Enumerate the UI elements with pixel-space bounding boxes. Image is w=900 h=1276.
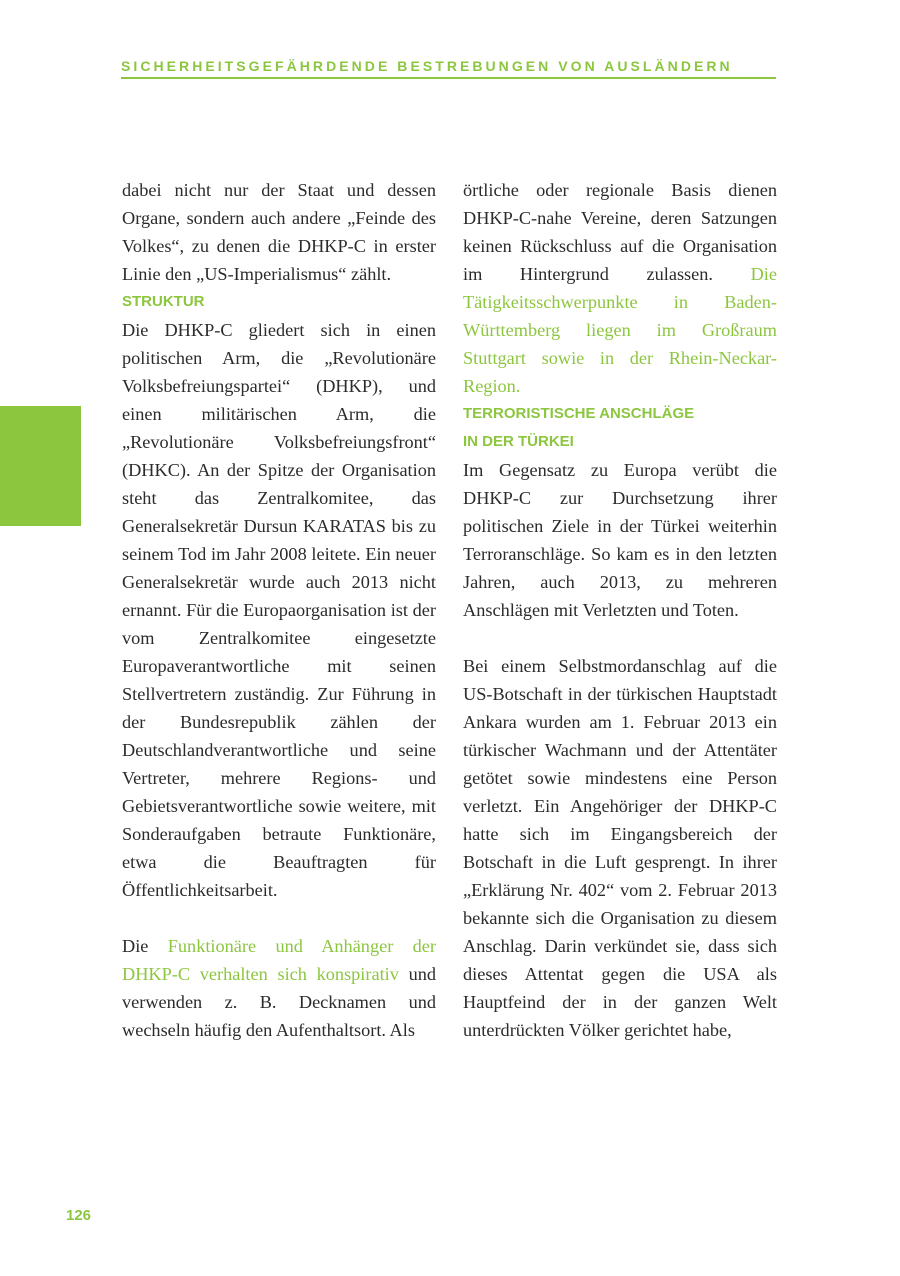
heading-anschlaege <box>463 400 777 456</box>
paragraph-basis-plain: örtliche oder regionale Basis dienen DHKP-C-nahe Vereine, deren Satzungen keinen Rückschluss auf die Organisation im Hintergrund zulassen. <box>463 180 777 284</box>
header-rule <box>121 77 776 79</box>
paragraph-konspirativ-start: Die <box>122 936 168 956</box>
paragraph-intro: dabei nicht nur der Staat und dessen Organe, sondern auch andere „Feinde des Volkes“, zu denen die DHKP-C in erster Linie den „US-Imperialismus“ zählt. <box>122 180 436 284</box>
paragraph-konspirativ <box>122 932 436 1044</box>
heading-anschlaege-line1: TERRORISTISCHE ANSCHLÄGE <box>463 405 695 422</box>
right-column <box>463 176 777 1044</box>
highlight-konspirativ: Funktionäre und Anhänger der DHKP-C verhalten sich konspirativ <box>122 936 436 984</box>
paragraph-basis <box>463 176 777 400</box>
paragraph-selbstmordanschlag: Bei einem Selbstmordanschlag auf die US-Botschaft in der türkischen Hauptstadt Ankara wurden am 1. Februar 2013 ein türkischer Wachmann und der Attentäter getötet sowie mindestens eine Person verletzt. Ein Angehöriger der DHKP-C hatte sich im Eingangsbereich der Botschaft in die Luft gesprengt. In ihrer „Erklärung Nr. 402“ vom 2. Februar 2013 bekannte sich die Organisation zu diesem Anschlag. Darin verkündet sie, dass sich dieses Attentat gegen die USA als Hauptfeind der in der ganzen Welt unterdrückten Völker gerichtet habe, <box>463 656 777 1040</box>
highlight-taetigkeitsschwerpunkte: Die Tätigkeitsschwerpunkte in Baden-Württemberg liegen im Großraum Stuttgart sowie in der Rhein-Neckar-Region. <box>463 264 777 396</box>
left-column <box>122 176 436 1044</box>
running-header: SICHERHEITSGEFÄHRDENDE BESTREBUNGEN VON AUSLÄNDERN <box>121 58 733 74</box>
paragraph-gegensatz: Im Gegensatz zu Europa verübt die DHKP-C zur Durchsetzung ihrer politischen Ziele in der Türkei weiterhin Terroranschläge. So kam es in den letzten Jahren, auch 2013, zu mehreren Anschlägen mit Verletzten und Toten. <box>463 460 777 620</box>
heading-anschlaege-line2: IN DER TÜRKEI <box>463 433 574 450</box>
chapter-side-tab <box>0 406 81 526</box>
paragraph-struktur: Die DHKP-C gliedert sich in einen politischen Arm, die „Revolutionäre Volksbefreiungspartei“ (DHKP), und einen militärischen Arm, die „Revolutionäre Volksbefreiungsfront“ (DHKC). An der Spitze der Organisation steht das Zentralkomitee, das Generalsekretär Dursun KARATAS bis zu seinem Tod im Jahr 2008 leitete. Ein neuer Generalsekretär wurde auch 2013 nicht ernannt. Für die Europaorganisation ist der vom Zentralkomitee eingesetzte Europaverantwortliche mit seinen Stellvertretern zuständig. Zur Führung in der Bundesrepublik zählen der Deutschlandverantwortliche und seine Vertreter, mehrere Regions- und Gebietsverantwortliche sowie weitere, mit Sonderaufgaben betraute Funktionäre, etwa die Beauftragten für Öffentlichkeitsarbeit. <box>122 320 436 900</box>
paragraph-konspirativ-end: und verwenden z. B. Decknamen und wechseln häufig den Aufenthaltsort. Als <box>122 964 436 1040</box>
page-number: 126 <box>66 1207 92 1224</box>
heading-struktur: STRUKTUR <box>122 293 205 310</box>
